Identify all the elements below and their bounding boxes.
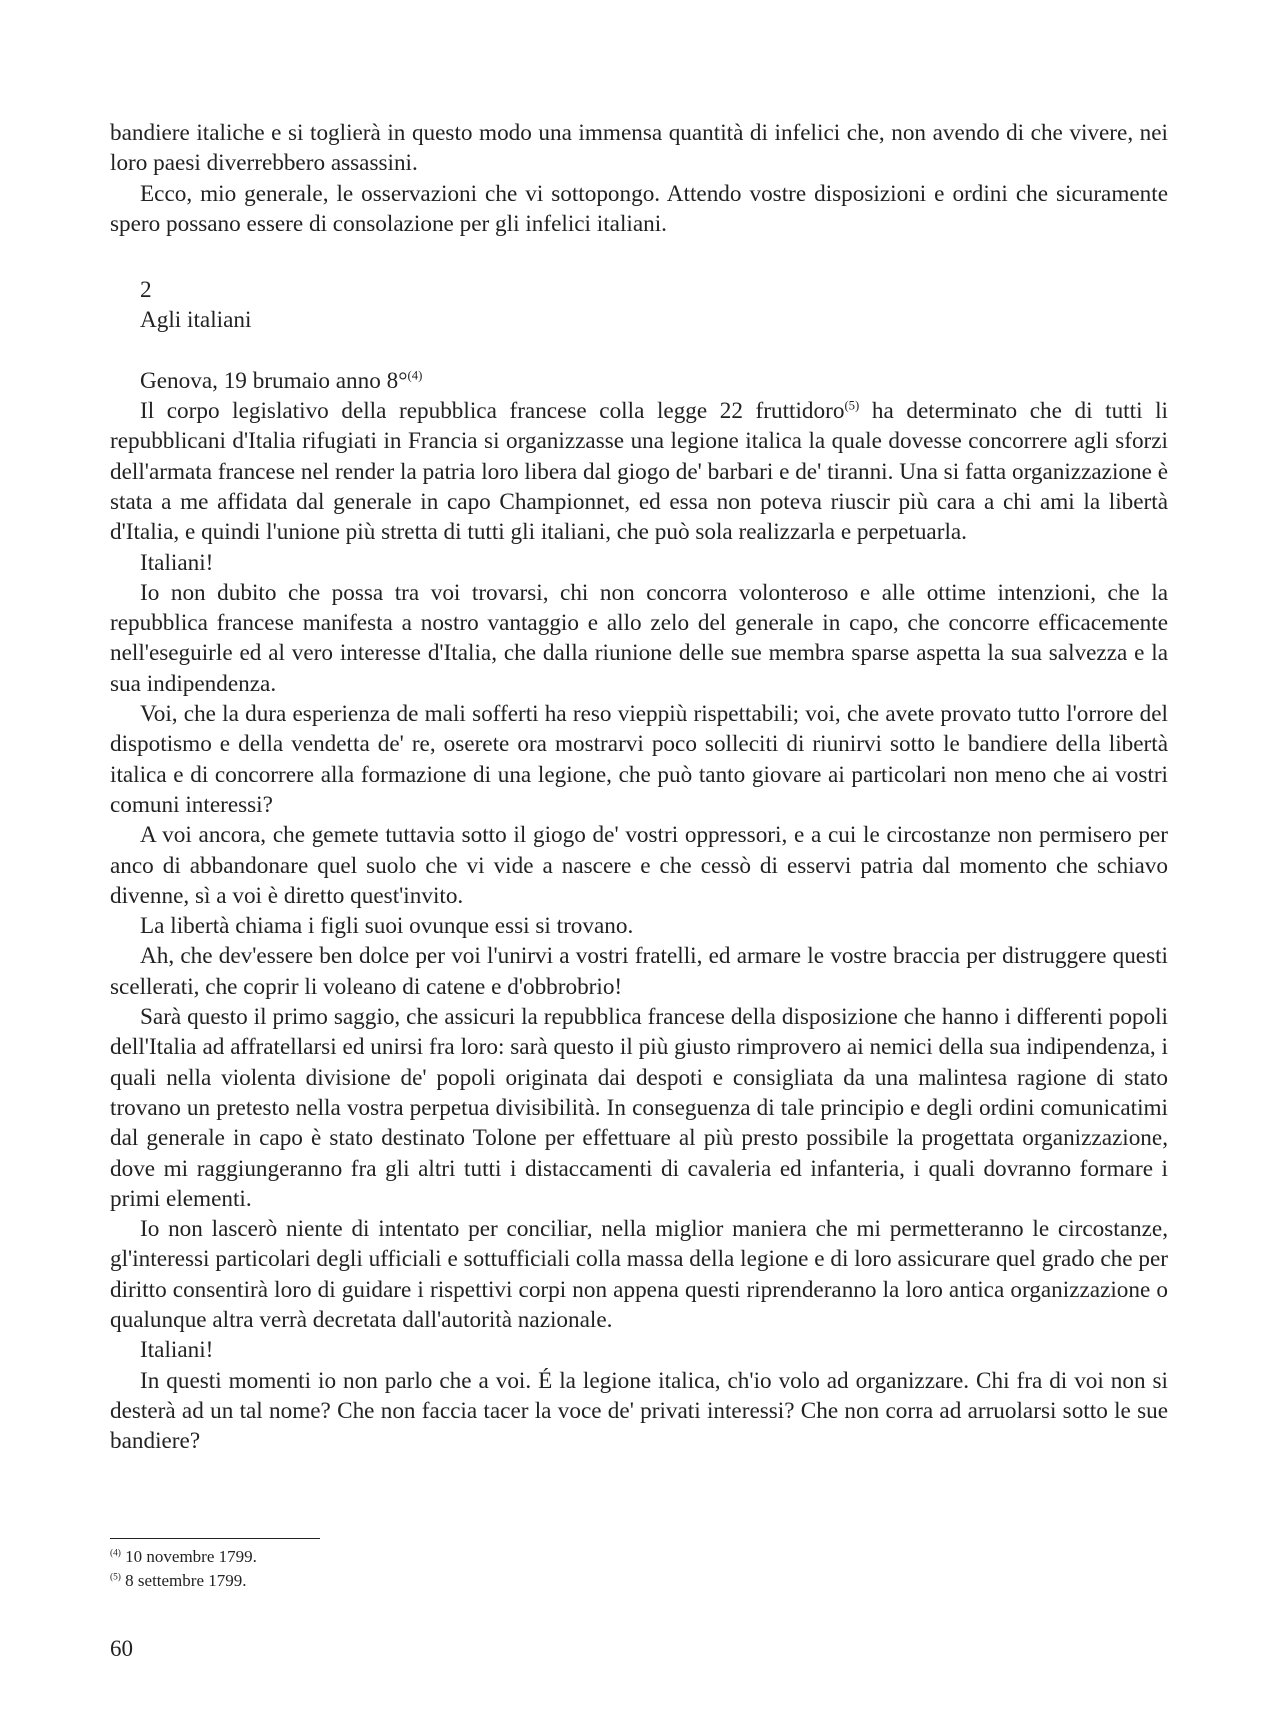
footnote-mark: (4)	[110, 1548, 121, 1559]
date-text: Genova, 19 brumaio anno 8°	[140, 367, 408, 394]
continuation-paragraph: bandiere italiche e si toglierà in questo modo una immensa quantità di infelici che, non avendo di che vivere, nei loro paesi diverrebbero assassini.	[110, 120, 1168, 177]
body-paragraph: Ah, che dev'essere ben dolce per voi l'unirvi a vostri fratelli, ed armare le vostre braccia per distruggere questi scellerati, che coprir li voleano di catene e d'obbrobrio!	[110, 943, 1168, 1000]
page-number: 60	[110, 1636, 133, 1661]
footnote-mark: (5)	[110, 1572, 121, 1583]
paragraph-text: Il corpo legislativo della repubblica francese colla legge 22 fruttidoro	[140, 398, 845, 425]
body-paragraph: La libertà chiama i figli suoi ovunque essi si trovano.	[140, 913, 634, 940]
body-paragraph	[110, 396, 1168, 547]
body-paragraph: A voi ancora, che gemete tuttavia sotto il giogo de' vostri oppressori, e a cui le circostanze non permisero per anco di abbandonare quel suolo che vi vide a nascere e che cessò di esservi patria dal momento che schiavo divenne, sì a voi è diretto quest'invito.	[110, 822, 1168, 909]
paragraph-text: ha determinato che di tutti li repubblicani d'Italia rifugiati in Francia si organizzasse una legione italica la quale dovesse concorrere agli sforzi dell'armata francese nel render la patria loro libera dal giogo de' barbari e de' tiranni. Una si fatta organizzazione è stata a me affidata dal generale in capo Championnet, ed essa non poteva riuscir più cara a chi ami la libertà d'Italia, e quindi l'unione più stretta di tutti gli italiani, che può sola realizzarla e perpetuarla.	[110, 398, 1168, 546]
body-paragraph: Io non lascerò niente di intentato per conciliar, nella miglior maniera che mi permetteranno le circostanze, gl'interessi particolari degli ufficiali e sottufficiali colla massa della legione e di loro assicurare quel grado che per diritto consentirà loro di guidare i rispettivi corpi non appena questi riprenderanno la loro antica organizzazione o qualunque altra verrà decretata dall'autorità nazionale.	[110, 1216, 1168, 1333]
body-paragraph: Italiani!	[140, 549, 214, 576]
body-paragraph: Io non dubito che possa tra voi trovarsi, chi non concorra volonteroso e alle ottime intenzioni, che la repubblica francese manifesta a nostro vantaggio e allo zelo del generale in capo, che concorre efficacemente nell'eseguirle ed al vero interesse d'Italia, che dalla riunione delle sue membra sparse aspetta la sua salvezza e la sua indipendenza.	[110, 579, 1168, 697]
footnote-ref: (5)	[844, 398, 860, 413]
date-line	[110, 366, 1168, 396]
body-paragraph: Voi, che la dura esperienza de mali sofferti ha reso vieppiù rispettabili; voi, che avete provato tutto l'orrore del dispotismo e della vendetta de' re, oserete ora mostrarvi poco solleciti di riunirvi sotto le bandiere della libertà italica e di concorrere alla formazione di una legione, che può tanto giovare ai particolari non meno che ai vostri comuni interessi?	[110, 701, 1168, 818]
body-paragraph: In questi momenti io non parlo che a voi. É la legione italica, ch'io volo ad organizzare. Chi fra di voi non si desterà ad un tal nome? Che non faccia tacer la voce de' privati interessi? Che non corra ad arruolarsi sotto le sue bandiere?	[110, 1367, 1168, 1455]
footnote-text: 10 novembre 1799.	[125, 1547, 257, 1566]
footnote-text: 8 settembre 1799.	[125, 1571, 247, 1590]
footnote-ref: (4)	[407, 368, 423, 383]
section-title: Agli italiani	[140, 307, 252, 334]
body-paragraph: Sarà questo il primo saggio, che assicuri la repubblica francese della disposizione che hanno i differenti popoli dell'Italia ad affratellarsi ed unirsi fra loro: sarà questo il più giusto rimprovero ai nemici della sua indipendenza, i quali nella violenta divisione de' popoli originata dai despoti e consigliata da una malintesa ragione di stato trovano un pretesto nella vostra perpetua divisibilità. In conseguenza di tale principio e degli ordini comunicatimi dal generale in capo è stato destinato Tolone per effettuare al più presto possibile la progettata organizzazione, dove mi raggiungeranno fra gli altri tutti i distaccamenti di cavaleria ed infanteria, i quali dovranno formare i primi elementi.	[110, 1004, 1168, 1212]
footnote-divider	[110, 1538, 320, 1539]
continuation-paragraph: Ecco, mio generale, le osservazioni che vi sottopongo. Attendo vostre disposizioni e ordini che sicuramente spero possano essere di consolazione per gli infelici italiani.	[110, 180, 1168, 237]
section-number: 2	[140, 277, 152, 304]
footnote	[110, 1569, 710, 1593]
footnotes	[110, 1538, 710, 1593]
body-paragraph: Italiani!	[140, 1337, 214, 1364]
page-body	[110, 118, 1168, 1456]
footnote	[110, 1545, 710, 1569]
